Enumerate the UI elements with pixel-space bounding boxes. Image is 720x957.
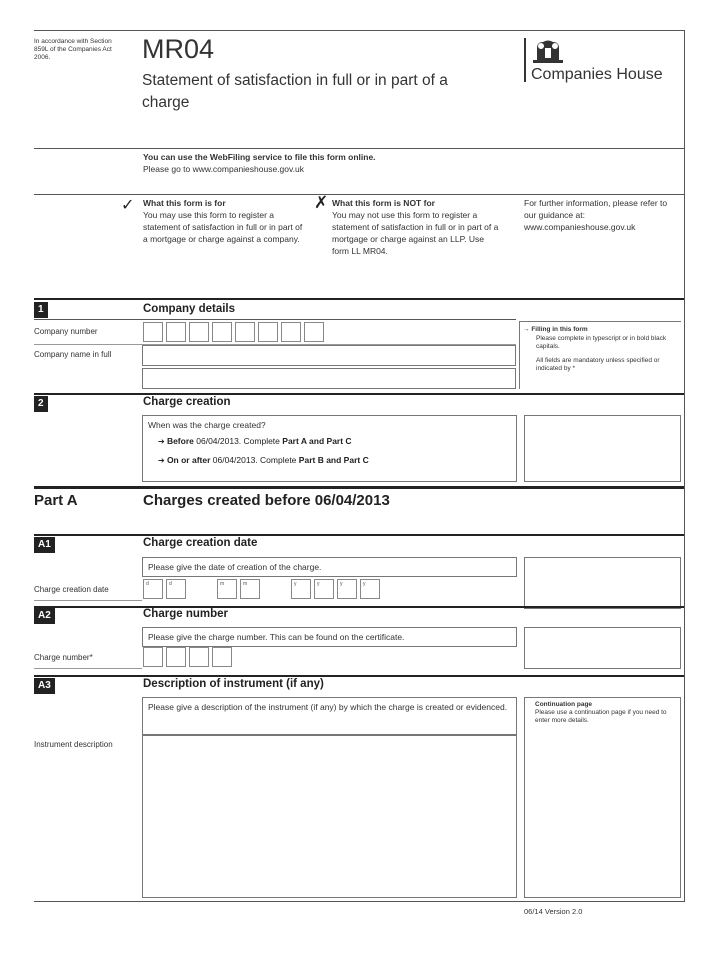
charge-question: When was the charge created? xyxy=(148,420,266,430)
date-digit[interactable]: y xyxy=(291,579,311,599)
charge-creation-box xyxy=(142,415,517,482)
company-number-digit[interactable] xyxy=(166,322,186,342)
A1-title: Charge creation date xyxy=(143,537,258,549)
company-number-field[interactable] xyxy=(143,322,324,342)
arrow-icon: ➔ xyxy=(158,456,167,465)
company-number-digit[interactable] xyxy=(281,322,301,342)
charge-number-digit[interactable] xyxy=(189,647,209,667)
A1-rule xyxy=(34,534,684,536)
A3-rule xyxy=(34,675,684,677)
partA-rule xyxy=(34,486,684,489)
date-digit[interactable]: y xyxy=(314,579,334,599)
date-digit[interactable]: m xyxy=(240,579,260,599)
continuation-title: Continuation page xyxy=(535,701,593,708)
company-name-field-1[interactable] xyxy=(142,345,516,366)
crest-icon xyxy=(531,38,565,64)
help-text-2: All fields are mandatory unless specified or indicated by * xyxy=(536,357,660,372)
page-bottom-rule xyxy=(34,901,684,902)
date-digit[interactable]: y xyxy=(360,579,380,599)
section1-number: 1 xyxy=(34,302,48,318)
A3-number: A3 xyxy=(34,678,55,694)
company-number-digit[interactable] xyxy=(235,322,255,342)
section1-help-box xyxy=(519,321,681,389)
arrow-icon: → xyxy=(523,326,532,333)
A2-side-box xyxy=(524,627,681,669)
A1-instruction-box xyxy=(142,557,517,577)
company-number-label: Company number xyxy=(34,327,98,336)
help-text: Please complete in typescript or in bold black capitals. xyxy=(536,335,667,350)
logo-divider xyxy=(524,38,526,82)
A2-number: A2 xyxy=(34,608,55,624)
A3-instruction: Please give a description of the instrument (if any) by which the charge is created or evidenced. xyxy=(148,702,508,712)
instrument-description-field[interactable] xyxy=(142,735,517,898)
instrument-description-label: Instrument description xyxy=(34,740,113,749)
charge-number-field[interactable] xyxy=(143,647,232,667)
partA-label: Part A xyxy=(34,492,78,509)
cross-icon: ✗ xyxy=(314,193,329,212)
date-digit[interactable]: d xyxy=(143,579,163,599)
row-divider xyxy=(34,600,142,601)
A3-title: Description of instrument (if any) xyxy=(143,678,324,690)
A1-number: A1 xyxy=(34,537,55,553)
A3-side-box xyxy=(524,697,681,898)
form-title: Statement of satisfaction in full or in part of a charge xyxy=(142,72,448,111)
A1-side-box xyxy=(524,557,681,609)
charge-number-digit[interactable] xyxy=(166,647,186,667)
section2-side-box xyxy=(524,415,681,482)
section2-title: Charge creation xyxy=(143,396,231,408)
org-name: Companies House xyxy=(531,66,663,83)
company-number-digit[interactable] xyxy=(143,322,163,342)
row-divider xyxy=(34,668,142,669)
not-for-text: You may not use this form to register a statement of satisfaction in full or in part of a mortgage or charge against an LLP. Use form LL MR04. xyxy=(332,210,499,256)
charge-number-label: Charge number* xyxy=(34,653,93,662)
date-digit[interactable]: y xyxy=(337,579,357,599)
charge-number-digit[interactable] xyxy=(143,647,163,667)
page-top-border xyxy=(34,30,684,31)
section1-underline xyxy=(34,319,516,320)
accordance-note: In accordance with Section 859L of the Companies Act 2006. xyxy=(34,38,112,61)
section1-rule xyxy=(34,298,684,300)
option-on-or-after[interactable]: ➔ On or after 06/04/2013. Complete Part B and Part C xyxy=(158,455,369,465)
section2-rule xyxy=(34,393,684,395)
partA-title: Charges created before 06/04/2013 xyxy=(143,492,390,509)
A2-rule xyxy=(34,606,684,608)
footer-version: 06/14 Version 2.0 xyxy=(524,907,583,916)
continuation-text: Please use a continuation page if you need to enter more details. xyxy=(535,709,667,724)
A2-title: Charge number xyxy=(143,608,228,620)
company-number-digit[interactable] xyxy=(258,322,278,342)
webfiling-title: You can use the WebFiling service to file this form online. xyxy=(143,152,376,162)
section2-number: 2 xyxy=(34,396,48,412)
date-digit[interactable]: m xyxy=(217,579,237,599)
section1-title: Company details xyxy=(143,303,236,315)
further-info: For further information, please refer to our guidance at: www.companieshouse.gov.uk xyxy=(524,198,668,232)
check-icon: ✓ xyxy=(121,197,135,214)
date-digit[interactable]: d xyxy=(166,579,186,599)
for-text: You may use this form to register a statement of satisfaction in full or in part of a mortgage or charge against a company. xyxy=(143,210,303,244)
divider-header xyxy=(34,148,684,149)
option-before[interactable]: ➔ Before 06/04/2013. Complete Part A and Part C xyxy=(158,436,352,446)
charge-creation-date-field[interactable] xyxy=(143,579,380,599)
form-code: MR04 xyxy=(142,34,215,64)
webfiling-link[interactable]: Please go to www.companieshouse.gov.uk xyxy=(143,164,304,174)
help-title: → Filling in this form xyxy=(523,326,588,333)
company-name-field-2[interactable] xyxy=(142,368,516,389)
arrow-icon: ➔ xyxy=(158,437,167,446)
company-number-digit[interactable] xyxy=(212,322,232,342)
company-number-digit[interactable] xyxy=(304,322,324,342)
not-for-title: What this form is NOT for xyxy=(332,198,435,208)
page-right-border xyxy=(684,30,685,902)
A3-instruction-box xyxy=(142,697,517,735)
for-title: What this form is for xyxy=(143,198,226,208)
A2-instruction: Please give the charge number. This can be found on the certificate. xyxy=(148,632,405,642)
A2-instruction-box xyxy=(142,627,517,647)
company-number-digit[interactable] xyxy=(189,322,209,342)
charge-number-digit[interactable] xyxy=(212,647,232,667)
company-name-label: Company name in full xyxy=(34,350,112,359)
charge-creation-date-label: Charge creation date xyxy=(34,585,109,594)
A1-instruction: Please give the date of creation of the charge. xyxy=(148,562,322,572)
